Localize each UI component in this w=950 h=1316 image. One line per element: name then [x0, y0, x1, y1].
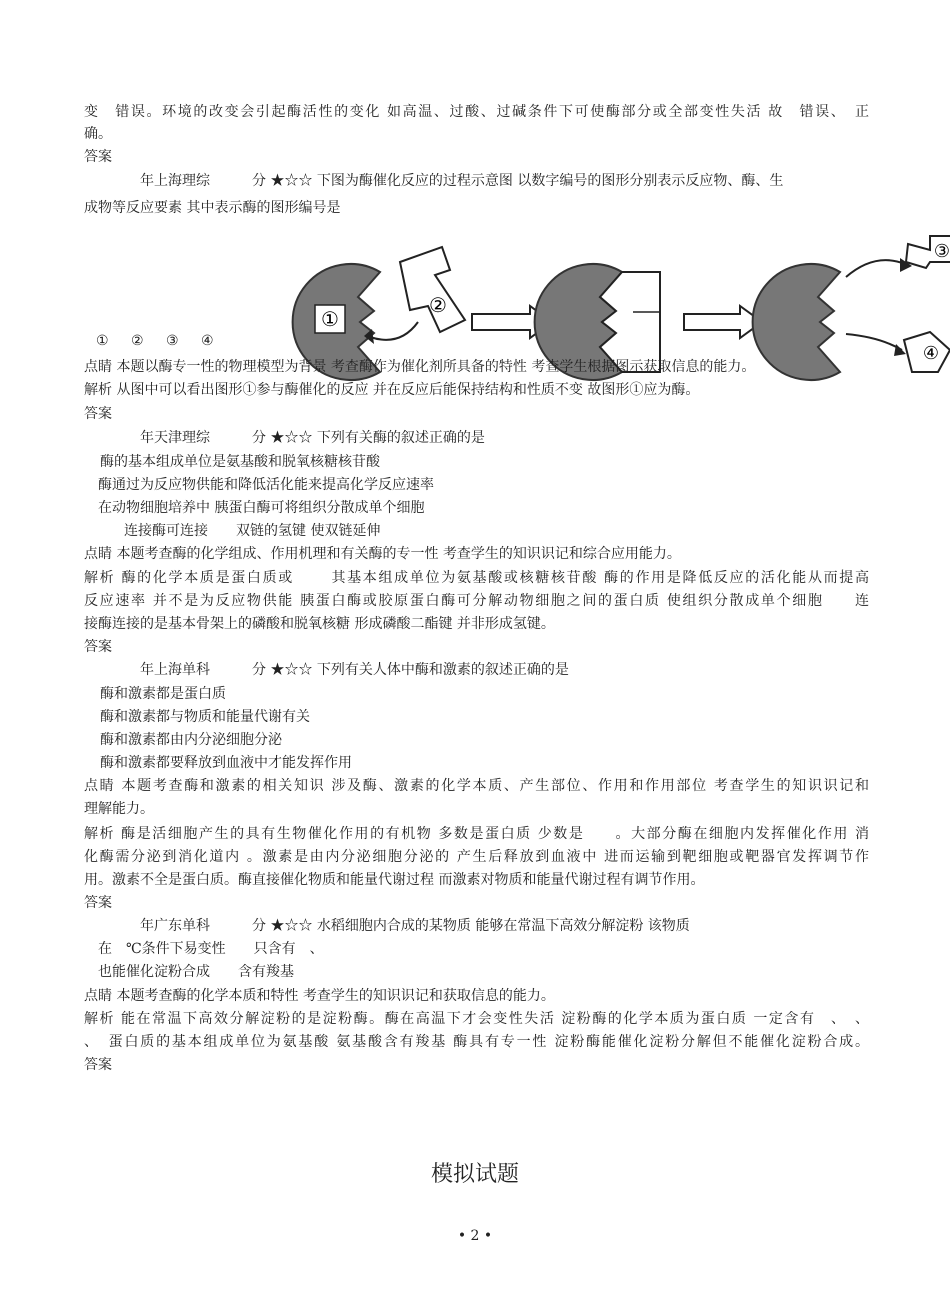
text-line: 变 错误。环境的改变会引起酶活性的变化 如高温、过酸、过碱条件下可使酶部分或全部变性失活 故 错误、 正 — [84, 104, 869, 120]
question-header: 年天津理综 分 ★☆☆ 下列有关酶的叙述正确的是 — [140, 430, 485, 446]
question-header: 年广东单科 分 ★☆☆ 水稻细胞内合成的某物质 能够在常温下高效分解淀粉 该物质 — [140, 918, 690, 934]
analysis-line: 化酶需分泌到消化道内 。激素是由内分泌细胞分泌的 产生后释放到血液中 进而运输到靶细胞或靶器官发挥调节作 — [84, 849, 869, 865]
analysis-line: 、 蛋白质的基本组成单位为氨基酸 氨基酸含有羧基 酶具有专一性 淀粉酶能催化淀粉分解但不能催化淀粉合成。 — [84, 1034, 869, 1050]
option-3: ③ — [166, 333, 179, 349]
answer-label: 答案 — [84, 1057, 112, 1073]
answer-label: 答案 — [84, 406, 112, 422]
text-line: 确。 — [84, 126, 112, 142]
answer-label: 答案 — [84, 639, 112, 655]
diagram-label-2: ② — [429, 293, 447, 317]
analysis-line: 用。激素不全是蛋白质。酶直接催化物质和能量代谢过程 而激素对物质和能量代谢过程有调节作用。 — [84, 872, 705, 888]
option-2: ② — [131, 333, 144, 349]
diagram-label-1: ① — [321, 307, 339, 331]
page-number: • 2 • — [457, 1228, 493, 1244]
arrowhead-icon — [894, 344, 906, 356]
substrate-shape-2 — [400, 247, 465, 332]
option-line: 在动物细胞培养中 胰蛋白酶可将组织分散成单个细胞 — [98, 500, 425, 516]
hint-line: 点睛 本题以酶专一性的物理模型为背景 考查酶作为催化剂所具备的特性 考查学生根据图示获取信息的能力。 — [84, 359, 756, 375]
hint-line: 点睛 本题考查酶的化学本质和特性 考查学生的知识识记和获取信息的能力。 — [84, 988, 555, 1004]
option-line: 也能催化淀粉合成 含有羧基 — [98, 964, 294, 980]
product-arrow-3 — [846, 260, 905, 277]
analysis-line: 反应速率 并不是为反应物供能 胰蛋白酶或胶原蛋白酶可分解动物细胞之间的蛋白质 使组织分散成单个细胞 连 — [84, 593, 869, 609]
diagram-label-4: ④ — [922, 343, 940, 364]
option-1: ① — [96, 333, 109, 349]
option-line: 酶的基本组成单位是氨基酸和脱氧核糖核苷酸 — [100, 454, 380, 470]
analysis-line: 解析 酶是活细胞产生的具有生物催化作用的有机物 多数是蛋白质 少数是 。大部分酶在细胞内发挥催化作用 消 — [84, 826, 869, 842]
option-line: 酶和激素都与物质和能量代谢有关 — [100, 709, 310, 725]
hint-line: 理解能力。 — [84, 801, 154, 817]
option-line: 连接酶可连接 双链的氢键 使双链延伸 — [124, 523, 381, 539]
option-line: 酶通过为反应物供能和降低活化能来提高化学反应速率 — [98, 477, 434, 493]
question-header: 年上海单科 分 ★☆☆ 下列有关人体中酶和激素的叙述正确的是 — [140, 662, 569, 678]
option-line: 酶和激素都要释放到血液中才能发挥作用 — [100, 755, 352, 771]
option-line: 酶和激素都是蛋白质 — [100, 686, 226, 702]
diagram-label-3: ③ — [933, 241, 950, 262]
option-4: ④ — [201, 333, 214, 349]
curved-arrow-icon — [370, 322, 418, 340]
analysis-line: 解析 从图中可以看出图形①参与酶催化的反应 并在反应后能保持结构和性质不变 故图形①应为酶。 — [84, 382, 700, 398]
text-line: 成物等反应要素 其中表示酶的图形编号是 — [84, 200, 341, 216]
answer-label: 答案 — [84, 149, 112, 165]
hint-line: 点睛 本题考查酶的化学组成、作用机理和有关酶的专一性 考查学生的知识识记和综合应用能力。 — [84, 546, 681, 562]
answer-label: 答案 — [84, 895, 112, 911]
reaction-arrow-2 — [684, 306, 762, 338]
question-header: 年上海理综 分 ★☆☆ 下图为酶催化反应的过程示意图 以数字编号的图形分别表示反应物、酶、生 — [140, 173, 784, 189]
answer-options — [96, 330, 232, 352]
product-arrow-4 — [846, 334, 902, 350]
analysis-line: 解析 酶的化学本质是蛋白质或 其基本组成单位为氨基酸或核糖核苷酸 酶的作用是降低反应的活化能从而提高 — [84, 570, 869, 586]
option-line: 在 ℃条件下易变性 只含有 、 — [98, 941, 324, 957]
option-line: 酶和激素都由内分泌细胞分泌 — [100, 732, 282, 748]
hint-line: 点睛 本题考查酶和激素的相关知识 涉及酶、激素的化学本质、产生部位、作用和作用部位 考查学生的知识识记和 — [84, 778, 869, 794]
section-title: 模拟试题 — [430, 1162, 519, 1187]
analysis-line: 解析 能在常温下高效分解淀粉的是淀粉酶。酶在高温下才会变性失活 淀粉酶的化学本质为蛋白质 一定含有 、 、 — [84, 1011, 869, 1027]
analysis-line: 接酶连接的是基本骨架上的磷酸和脱氧核糖 形成磷酸二酯键 并非形成氢键。 — [84, 616, 555, 632]
